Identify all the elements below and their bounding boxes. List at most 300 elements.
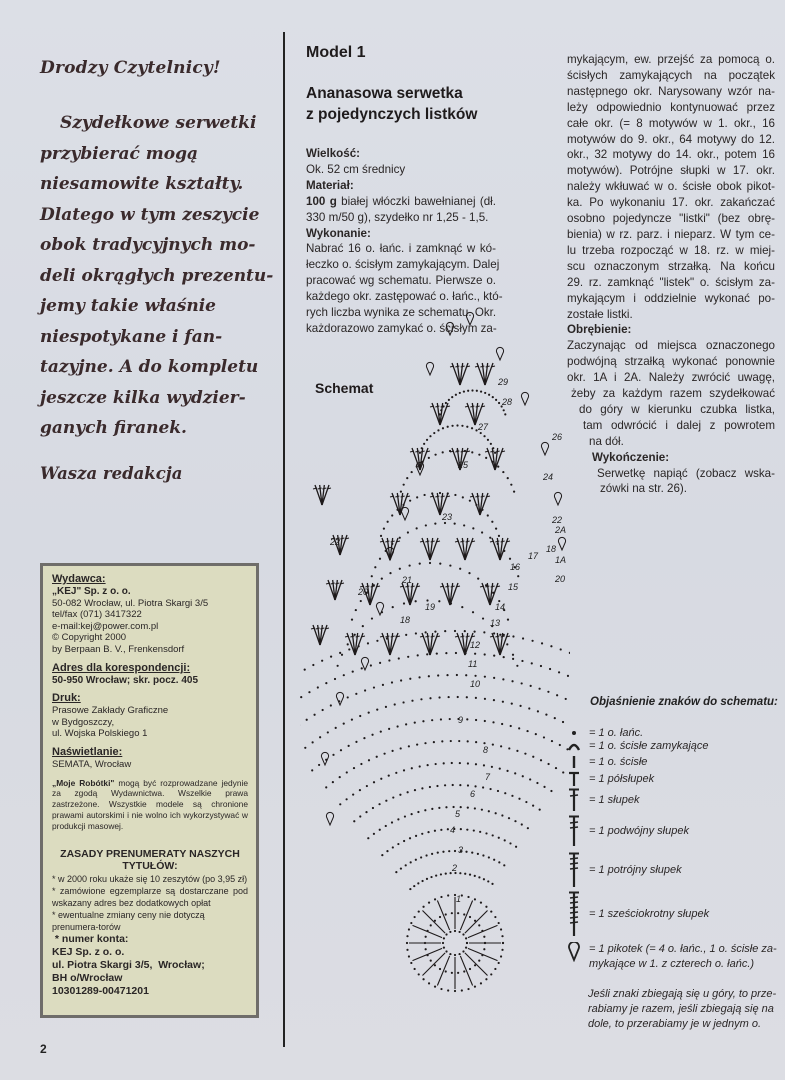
chain-stitch-mark [472, 527, 474, 529]
chain-stitch-mark [457, 912, 459, 914]
chain-stitch-mark [438, 696, 440, 698]
round-number-label: 19 [425, 602, 436, 612]
chain-stitch-mark [554, 717, 556, 719]
chain-stitch-mark [403, 484, 405, 486]
stitch-mark [496, 451, 500, 452]
round-number-label: 23 [442, 512, 453, 522]
chain-stitch-mark [381, 854, 383, 856]
chain-stitch-mark [478, 960, 480, 962]
chain-stitch-mark [359, 789, 361, 791]
chain-stitch-mark [490, 910, 492, 912]
chain-stitch-mark [437, 852, 439, 854]
chain-stitch-mark [391, 821, 393, 823]
stitch-mark [322, 488, 326, 489]
correspondence-heading: Adres dla korespondencji: [52, 661, 191, 674]
chain-stitch-mark [541, 642, 543, 644]
chain-stitch-mark [428, 675, 430, 677]
chain-stitch-mark [438, 600, 440, 602]
chain-stitch-mark [445, 913, 447, 915]
chain-stitch-mark [440, 409, 442, 411]
chain-stitch-mark [430, 960, 432, 962]
chain-stitch-mark [511, 795, 513, 797]
chain-stitch-mark [371, 575, 373, 577]
chain-stitch-mark [501, 949, 503, 951]
stitch-mark [437, 956, 449, 986]
chain-stitch-mark [332, 781, 334, 783]
chain-stitch-mark [389, 572, 391, 574]
chain-stitch-mark [379, 558, 381, 560]
chain-stitch-mark [495, 812, 497, 814]
chain-stitch-mark [418, 676, 420, 678]
stitch-mark [465, 910, 488, 933]
chain-stitch-mark [442, 942, 444, 944]
chain-stitch-mark [440, 896, 442, 898]
chain-stitch-mark [492, 396, 494, 398]
stitch-mark [495, 541, 499, 542]
double-cross-icon [565, 815, 583, 847]
chain-stitch-mark [414, 916, 416, 918]
account-number: 10301289-00471201 [52, 985, 149, 998]
chain-stitch-mark [409, 837, 411, 839]
dot-icon [565, 728, 583, 738]
chain-stitch-mark [385, 800, 387, 802]
stitch-mark [318, 488, 322, 489]
chain-stitch-mark [502, 471, 504, 473]
chain-stitch-mark [416, 527, 418, 529]
execution-line: leży odpowiednio kontynuować przez [567, 100, 775, 114]
chain-stitch-mark [467, 762, 469, 764]
chain-stitch-mark [400, 867, 402, 869]
chain-stitch-mark [465, 937, 467, 939]
chain-stitch-mark [396, 509, 398, 511]
chain-stitch-mark [474, 785, 476, 787]
chain-stitch-mark [321, 660, 323, 662]
legend-label-line: = 1 pikotek (= 4 o. łańc., 1 o. ścisłe za- [589, 943, 777, 955]
chain-stitch-mark [471, 389, 473, 391]
stitch-mark [356, 636, 360, 637]
chain-stitch-mark [352, 793, 354, 795]
chain-stitch-mark [381, 578, 383, 580]
stitch-mark [391, 541, 395, 542]
chain-stitch-mark [414, 968, 416, 970]
editorial-line: niespotykane i fan- [40, 326, 223, 347]
chain-stitch-mark [498, 922, 500, 924]
chain-stitch-mark [312, 664, 314, 666]
chain-stitch-mark [462, 496, 464, 498]
arc-icon [565, 740, 583, 752]
chain-stitch-mark [332, 754, 334, 756]
editorial-note [40, 58, 274, 483]
chain-stitch-mark [403, 769, 405, 771]
chain-stitch-mark [475, 763, 477, 765]
notice-text: mogą być rozprowadzane jedynie za zgodą Wydawnictwa. Wszelkie prawa zastrzeżone. Wszystkie modele są chronione prawami autorskimi i nie wolno ich wykorzystywać w produkcji masowej. [52, 777, 249, 831]
subscription-item: * ewentualne zmiany ceny nie dotyczą prenumera-torów [52, 910, 205, 932]
chain-stitch-mark [353, 767, 355, 769]
chain-stitch-mark [507, 477, 509, 479]
chain-stitch-mark [515, 846, 517, 848]
chain-stitch-mark [524, 753, 526, 755]
round-number-label: 22 [330, 537, 341, 547]
chain-stitch-mark [497, 543, 499, 545]
picot-mark [326, 812, 333, 825]
round-number-label: 11 [468, 659, 478, 669]
chain-stitch-mark [562, 771, 564, 773]
chain-stitch-mark [368, 759, 370, 761]
chain-stitch-mark [511, 703, 513, 705]
chain-stitch-mark [335, 727, 337, 729]
chain-stitch-mark [392, 606, 394, 608]
chain-stitch-mark [547, 691, 549, 693]
stitch-mark [385, 541, 389, 542]
chain-stitch-mark [399, 794, 401, 796]
chain-stitch-mark [459, 784, 461, 786]
single-cross-icon [565, 788, 583, 812]
chain-stitch-mark [425, 854, 427, 856]
chain-stitch-mark [378, 803, 380, 805]
edging-line: żeby za każdym razem szydełkować [571, 387, 775, 401]
stitch-mark [491, 586, 495, 587]
chain-stitch-mark [494, 968, 496, 970]
short-bar-icon [565, 755, 583, 769]
round-number-label: 12 [470, 640, 481, 650]
print-line: Prasowe Zakłady Graficzne [52, 705, 169, 717]
chain-stitch-mark [394, 703, 396, 705]
chain-stitch-mark [445, 970, 447, 972]
chain-stitch-mark [458, 931, 460, 933]
execution-heading: Wykonanie: [306, 226, 371, 240]
chain-stitch-mark [306, 719, 308, 721]
chain-stitch-mark [409, 500, 411, 502]
account-line: * numer konta: [52, 933, 129, 946]
execution-line: następnego okr. Narysowany wzór na- [567, 84, 775, 98]
stitch-mark [350, 636, 354, 637]
chain-stitch-mark [498, 837, 500, 839]
stitch-mark [335, 583, 339, 584]
chain-stitch-mark [429, 786, 431, 788]
chain-stitch-mark [431, 808, 433, 810]
chain-stitch-mark [483, 936, 485, 938]
stitch-mark [415, 451, 419, 452]
chain-stitch-mark [494, 452, 496, 454]
chain-stitch-mark [388, 728, 390, 730]
chain-stitch-mark [437, 674, 439, 676]
chain-stitch-mark [442, 405, 444, 407]
chain-stitch-mark [484, 720, 486, 722]
chain-stitch-mark [439, 413, 441, 415]
chain-stitch-mark [493, 655, 495, 657]
chain-stitch-mark [538, 688, 540, 690]
chain-stitch-mark [380, 778, 382, 780]
chain-stitch-mark [535, 733, 537, 735]
chain-stitch-mark [337, 665, 339, 667]
chain-stitch-mark [459, 568, 461, 570]
chain-stitch-mark [465, 851, 467, 853]
chain-stitch-mark [475, 719, 477, 721]
chain-stitch-mark [448, 696, 450, 698]
chain-stitch-mark [484, 653, 486, 655]
chain-stitch-mark [311, 769, 313, 771]
chain-stitch-mark [456, 449, 458, 451]
chain-stitch-mark [445, 873, 447, 875]
chain-stitch-mark [467, 807, 469, 809]
chain-stitch-mark [347, 643, 349, 645]
execution-line: osobno pojedyncze "listki" (bez obrę- [567, 212, 775, 226]
round-number-label: 15 [508, 582, 519, 592]
chain-stitch-mark [483, 764, 485, 766]
legend-label: = 1 sześciokrotny słupek [589, 908, 710, 920]
chain-stitch-mark [407, 531, 409, 533]
legend-label-line: mykające w 1. z czterech o. łańc.) [589, 958, 755, 970]
editorial-line: jemy takie właśnie [40, 296, 216, 316]
chain-stitch-mark [451, 972, 453, 974]
stitch-mark [435, 406, 439, 407]
chain-stitch-mark [383, 528, 385, 530]
chain-stitch-mark [543, 786, 545, 788]
stitch-mark [470, 406, 474, 407]
chain-stitch-mark [506, 770, 508, 772]
chain-stitch-mark [343, 674, 345, 676]
stitch-mark [460, 956, 472, 986]
chain-stitch-mark [490, 973, 492, 975]
chain-stitch-mark [565, 698, 567, 700]
chain-stitch-mark [454, 523, 456, 525]
chain-stitch-mark [547, 763, 549, 765]
stitch-mark [466, 636, 470, 637]
editorial-line: obok tradycyjnych mo- [40, 235, 256, 255]
chain-stitch-mark [550, 645, 552, 647]
chain-stitch-mark [503, 550, 505, 552]
chain-stitch-mark [444, 784, 446, 786]
picot-mark [446, 322, 453, 335]
chain-stitch-mark [424, 742, 426, 744]
chain-stitch-mark [376, 756, 378, 758]
chain-stitch-mark [355, 741, 357, 743]
chain-stitch-mark [460, 828, 462, 830]
chain-stitch-mark [325, 786, 327, 788]
chain-stitch-mark [391, 543, 393, 545]
chain-stitch-mark [430, 876, 432, 878]
chain-stitch-mark [439, 563, 441, 565]
print-line: ul. Wojska Polskiego 1 [52, 728, 148, 740]
chain-stitch-mark [431, 853, 433, 855]
chain-stitch-mark [373, 584, 375, 586]
correspondence-address: 50-950 Wrocław; skr. pocz. 405 [52, 674, 199, 686]
round-number-label: 16 [510, 562, 521, 572]
subscription-item: * w 2000 roku ukaże się 10 zeszytów (po 3,95 zł) [52, 873, 248, 884]
chain-stitch-mark [396, 725, 398, 727]
chain-stitch-mark [459, 392, 461, 394]
publisher-line: 50-082 Wrocław, ul. Piotra Skargi 3/5 [52, 597, 209, 609]
legend-label: = 1 słupek [589, 794, 640, 806]
round-number-label: 17 [528, 551, 539, 561]
picot-mark [336, 692, 343, 705]
chain-stitch-mark [439, 968, 441, 970]
chain-stitch-mark [487, 880, 489, 882]
chain-stitch-mark [442, 451, 444, 453]
editorial-line: deli okrągłych prezentu- [40, 265, 274, 286]
chain-stitch-mark [559, 744, 561, 746]
chain-stitch-mark [451, 762, 453, 764]
chain-stitch-mark [492, 447, 494, 449]
stitch-mark [422, 953, 445, 976]
chain-stitch-mark [419, 765, 421, 767]
chain-stitch-mark [319, 736, 321, 738]
chain-stitch-mark [426, 653, 428, 655]
legend-note-line: Jeśli znaki zbiegają się u góry, to prze- [588, 988, 777, 1000]
legend-item [565, 942, 777, 972]
chain-stitch-mark [447, 426, 449, 428]
round-number-label: 24 [543, 472, 554, 482]
chain-stitch-mark [455, 652, 457, 654]
chain-stitch-mark [434, 986, 436, 988]
chain-stitch-mark [406, 942, 408, 944]
stitch-mark [460, 541, 464, 542]
legend-label: = 1 podwójny słupek [589, 825, 689, 837]
chain-stitch-mark [452, 806, 454, 808]
chain-stitch-mark [482, 854, 484, 856]
chain-stitch-mark [422, 978, 424, 980]
stitch-mark [460, 901, 472, 931]
pattern-title [306, 83, 477, 125]
stitch-mark [331, 583, 335, 584]
chain-stitch-mark [497, 790, 499, 792]
chain-stitch-mark [440, 873, 442, 875]
chain-stitch-mark [457, 696, 459, 698]
execution-line: należy wkłuwać w o. ścisłe obok pikot- [567, 180, 775, 194]
chain-stitch-mark [343, 723, 345, 725]
chain-stitch-mark [433, 741, 435, 743]
chain-stitch-mark [445, 950, 447, 952]
picot-mark [541, 442, 548, 455]
chain-stitch-mark [427, 831, 429, 833]
chain-stitch-mark [461, 989, 463, 991]
chain-stitch-mark [406, 949, 408, 951]
chain-stitch-mark [346, 798, 348, 800]
chain-stitch-mark [445, 933, 447, 935]
chain-stitch-mark [415, 859, 417, 861]
round-number-label: 20 [358, 587, 369, 597]
round-number-label: 4 [450, 825, 456, 835]
chain-stitch-mark [437, 429, 439, 431]
stitch-mark [460, 636, 464, 637]
chain-stitch-mark [560, 648, 562, 650]
chain-stitch-mark [484, 392, 486, 394]
publisher-name: „KEJ" Sp. z o. o. [52, 586, 131, 597]
chain-stitch-mark [474, 986, 476, 988]
execution-line: motywów). Potrójne słupki w 17. okr. [567, 164, 775, 178]
chain-stitch-mark [483, 878, 485, 880]
chain-stitch-mark [429, 562, 431, 564]
chain-stitch-mark [466, 426, 468, 428]
execution-line: okr., 32 motywy do 14. okr., potem 16 [567, 148, 775, 162]
chain-stitch-mark [409, 678, 411, 680]
chain-stitch-mark [407, 656, 409, 658]
chain-stitch-mark [456, 424, 458, 426]
chain-stitch-mark [488, 810, 490, 812]
chain-stitch-mark [537, 710, 539, 712]
chain-stitch-mark [400, 491, 402, 493]
chain-stitch-mark [448, 399, 450, 401]
round-number-label: 8 [483, 745, 489, 755]
chain-stitch-mark [386, 850, 388, 852]
chain-stitch-mark [449, 931, 451, 933]
chain-stitch-mark [469, 500, 471, 502]
chain-stitch-mark [400, 679, 402, 681]
chain-stitch-mark [405, 864, 407, 866]
chain-stitch-mark [379, 662, 381, 664]
chain-stitch-mark [449, 953, 451, 955]
chain-stitch-mark [443, 946, 445, 948]
chain-stitch-mark [501, 723, 503, 725]
stitch-mark [421, 451, 425, 452]
chain-stitch-mark [410, 861, 412, 863]
chain-stitch-mark [545, 714, 547, 716]
chain-stitch-mark [536, 782, 538, 784]
chain-stitch-mark [472, 611, 474, 613]
chain-stitch-mark [442, 427, 444, 429]
stitch-mark [475, 496, 479, 497]
chain-stitch-mark [367, 837, 369, 839]
chain-stitch-mark [421, 880, 423, 882]
stitch-mark [391, 636, 395, 637]
chain-stitch-mark [480, 902, 482, 904]
chain-stitch-mark [463, 390, 465, 392]
legend-item [565, 740, 709, 752]
chain-stitch-mark [418, 910, 420, 912]
chain-stitch-mark [440, 829, 442, 831]
chain-stitch-mark [400, 747, 402, 749]
chain-stitch-mark [374, 566, 376, 568]
chain-stitch-mark [364, 689, 366, 691]
chain-stitch-mark [304, 668, 306, 670]
chain-stitch-mark [341, 654, 343, 656]
publisher-line: by Berpaan B. V., Frenkensdorf [52, 643, 185, 655]
chain-stitch-mark [512, 654, 514, 656]
chain-stitch-mark [481, 809, 483, 811]
size-value: Ok. 52 cm średnicy [306, 162, 406, 176]
chain-stitch-mark [387, 521, 389, 523]
chain-stitch-mark [447, 989, 449, 991]
chain-stitch-mark [549, 668, 551, 670]
exposure-heading: Naświetlanie: [52, 745, 123, 758]
publisher-heading: Wydawca: [52, 573, 106, 585]
page-number: 2 [40, 1042, 47, 1056]
chain-stitch-mark [420, 856, 422, 858]
chain-stitch-mark [391, 750, 393, 752]
imprint-box [40, 563, 259, 1018]
chain-stitch-mark [491, 766, 493, 768]
chain-stitch-mark [518, 727, 520, 729]
chain-stitch-mark [476, 390, 478, 392]
picot-mark [496, 347, 503, 360]
execution-line: mykającym i oddzielnie wykonać po- [567, 291, 775, 305]
chain-stitch-mark [482, 786, 484, 788]
chain-stitch-mark [475, 697, 477, 699]
stitch-mark [405, 586, 409, 587]
edging-heading: Obrębienie: [567, 323, 632, 337]
stitch-mark [431, 541, 435, 542]
legend-item [565, 755, 647, 769]
chain-stitch-mark [494, 916, 496, 918]
chain-stitch-mark [508, 817, 510, 819]
chain-stitch-mark [360, 600, 362, 602]
chain-stitch-mark [487, 514, 489, 516]
chain-stitch-mark [422, 906, 424, 908]
execution-line: całe okr. (= 8 motywów w 1. okr., 16 [567, 116, 775, 130]
chain-stitch-mark [540, 759, 542, 761]
chain-stitch-mark [322, 709, 324, 711]
chain-stitch-mark [430, 924, 432, 926]
